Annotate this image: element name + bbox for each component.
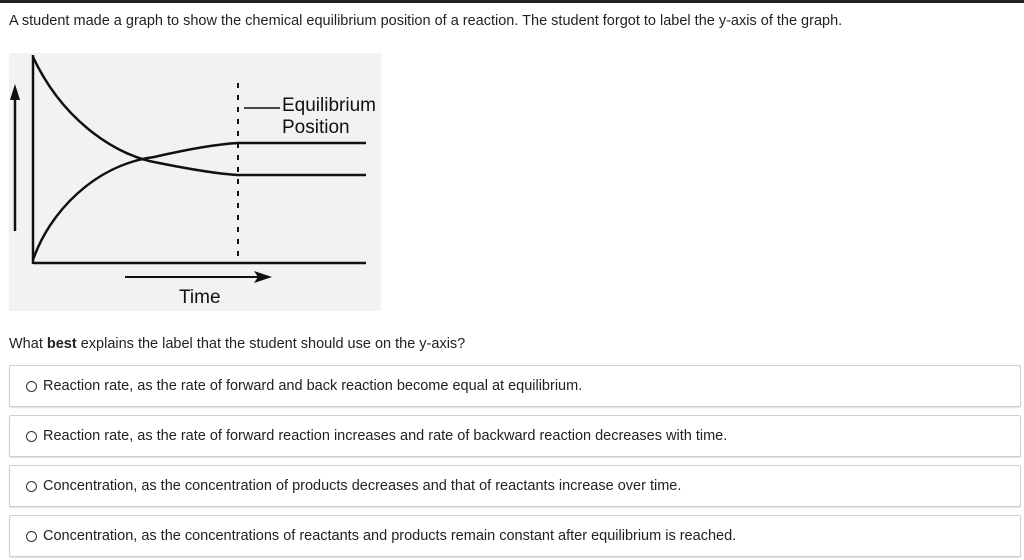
equilibrium-graph — [9, 53, 381, 311]
answer-option-1[interactable] — [9, 365, 1021, 407]
prompt-post: explains the label that the student should use on the y-axis? — [76, 336, 466, 352]
prompt-text — [9, 335, 465, 353]
equilibrium-label-line1: Equilibrium — [282, 95, 376, 116]
increasing-curve — [33, 143, 366, 260]
radio-icon[interactable] — [26, 431, 37, 442]
answer-option-4[interactable] — [9, 515, 1021, 557]
decreasing-curve — [33, 57, 366, 175]
question-text: A student made a graph to show the chemical equilibrium position of a reaction. The student forgot to label the y-axis of the graph. — [9, 13, 843, 29]
prompt-emphasis: best — [46, 336, 77, 352]
answer-option-label: Reaction rate, as the rate of forward and back reaction become equal at equilibrium. — [43, 378, 583, 394]
answer-option-3[interactable] — [9, 465, 1021, 507]
top-divider — [0, 0, 1024, 3]
answer-option-2[interactable] — [9, 415, 1021, 457]
answer-option-label: Concentration, as the concentrations of reactants and products remain constant after equilibrium is reached. — [43, 528, 737, 544]
radio-icon[interactable] — [26, 381, 37, 392]
x-axis-label: Time — [179, 287, 221, 308]
prompt-pre: What — [9, 336, 47, 352]
answer-option-label: Reaction rate, as the rate of forward reaction increases and rate of backward reaction decreases with time. — [43, 428, 728, 444]
radio-icon[interactable] — [26, 531, 37, 542]
answer-option-label: Concentration, as the concentration of products decreases and that of reactants increase over time. — [43, 478, 682, 494]
graph-svg — [9, 53, 381, 311]
equilibrium-label-line2: Position — [282, 117, 350, 138]
y-arrow-head — [10, 84, 20, 100]
radio-icon[interactable] — [26, 481, 37, 492]
